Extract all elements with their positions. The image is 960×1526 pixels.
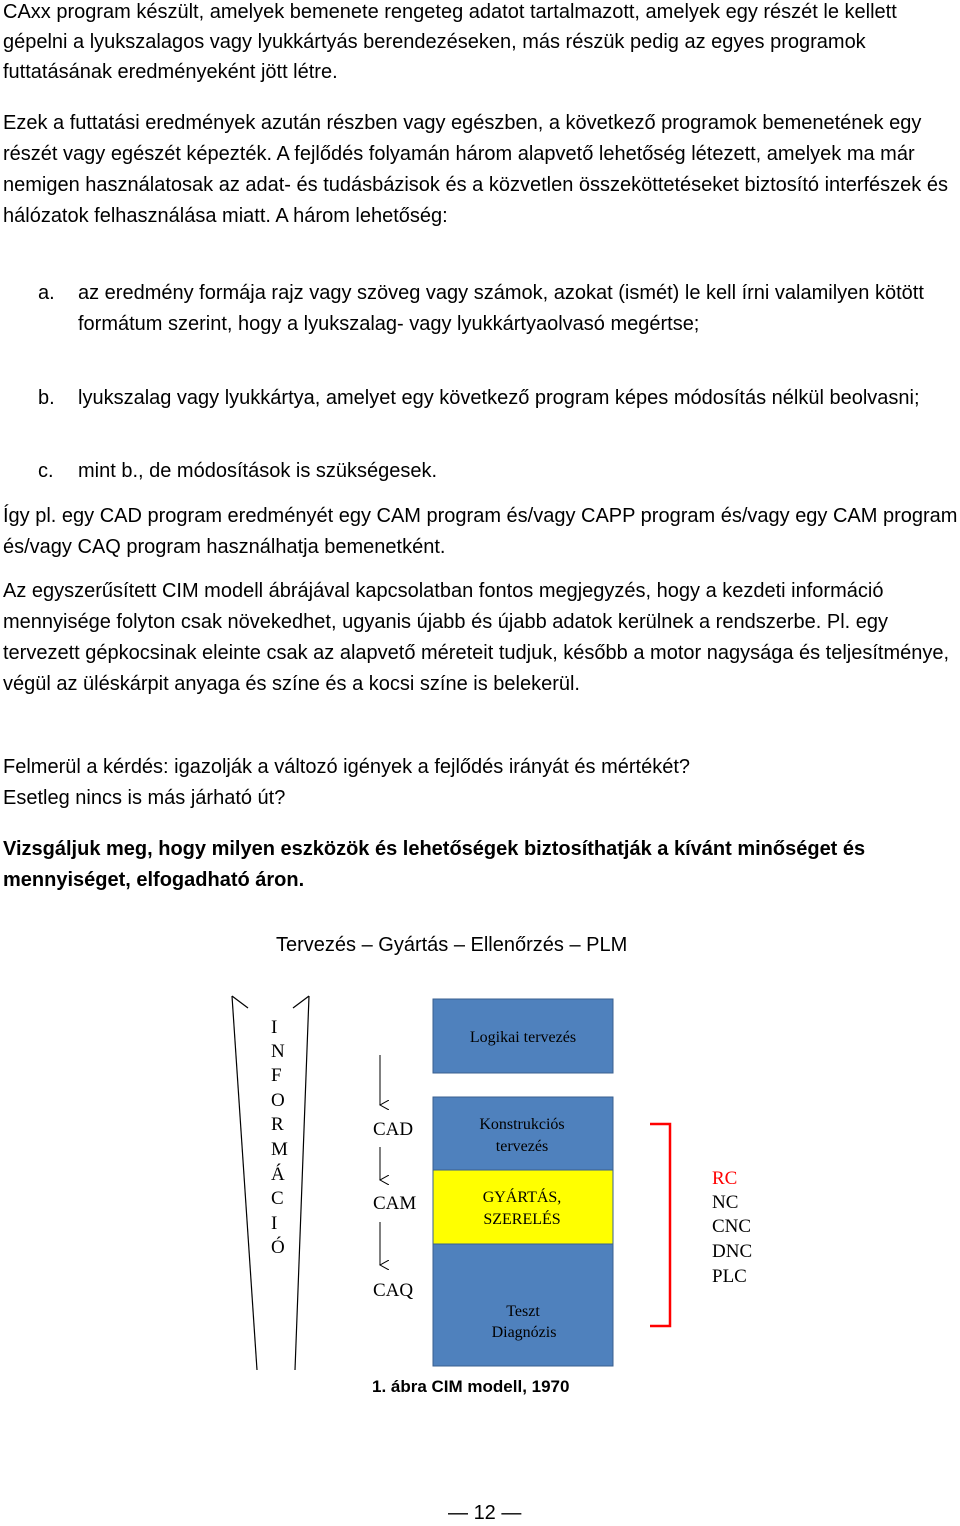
list-item-label: b.: [38, 387, 55, 409]
information-letters: [271, 1017, 288, 1258]
list-item: [38, 456, 938, 487]
dnc-label: DNC: [712, 1241, 753, 1262]
info-letter: I: [271, 1017, 278, 1038]
box-test-label-2: Diagnózis: [491, 1324, 557, 1341]
info-letter: R: [271, 1114, 284, 1135]
plc-label: PLC: [712, 1266, 747, 1287]
info-letter: F: [271, 1065, 282, 1086]
list-item-label: a.: [38, 282, 55, 304]
box-manufacturing-label-2: SZERELÉS: [483, 1211, 561, 1228]
info-letter: C: [271, 1188, 284, 1209]
page-number: [448, 1502, 521, 1525]
box-construction-label-1: Konstrukciós: [479, 1116, 565, 1133]
diagram-title: Tervezés – Gyártás – Ellenőrzés – PLM: [276, 934, 628, 956]
page-number-value: 12: [473, 1502, 496, 1524]
list-item-text: az eredmény formája rajz vagy szöveg vagy számok, azokat (ismét) le kell írni valamilyen kötött formátum szerint, hogy a lyukszalag- vagy lyukkártyaolvasó megértse;: [78, 282, 924, 335]
cad-label: CAD: [373, 1119, 414, 1140]
list-item-text: mint b., de módosítások is szükségesek.: [78, 460, 438, 482]
paragraph-intro: CAxx program készült, amelyek bemenete rengeteg adatot tartalmazott, amelyek egy részét le kellett gépelni a lyukszalagos vagy lyukkártyás berendezéseken, más részük pedig az egyes programok futtatásának eredményeként jött létre.: [3, 1, 897, 83]
nc-label: NC: [712, 1192, 739, 1213]
page-number-dash: —: [448, 1502, 468, 1524]
list-item-text: lyukszalag vagy lyukkártya, amelyet egy következő program képes módosítás nélkül beolvasni;: [78, 387, 920, 409]
rc-label: RC: [712, 1168, 738, 1189]
box-construction-design: [433, 1097, 613, 1170]
question-2: Esetleg nincs is más járható út?: [3, 787, 286, 809]
box-manufacturing-label-1: GYÁRTÁS,: [482, 1189, 562, 1206]
question-1: Felmerül a kérdés: igazolják a változó igények a fejlődés irányát és mértékét?: [3, 756, 691, 778]
caq-label: CAQ: [373, 1280, 414, 1301]
cam-label: CAM: [373, 1193, 417, 1214]
cim-diagram: [0, 980, 960, 1400]
figure-caption: 1. ábra CIM modell, 1970: [372, 1377, 570, 1396]
box-test-label-1: Teszt: [506, 1303, 540, 1320]
page-number-dash: —: [501, 1502, 522, 1524]
info-letter: Á: [271, 1164, 285, 1185]
box-construction-label-2: tervezés: [495, 1138, 549, 1155]
paragraph-results: Ezek a futtatási eredmények azután részben vagy egészben, a következő programok bemenetének egy részét vagy egészét képezték. A fejlődés folyamán három alapvető lehetőség létezett, amelyek ma már nemigen használatosak az adat- és tudásbázisok és a közvetlen összeköttetéseket biztosító interfészek és hálózatok felhasználása miatt. A három lehetőség:: [3, 112, 948, 227]
paragraph-cim-note: Az egyszerűsített CIM modell ábrájával kapcsolatban fontos megjegyzés, hogy a kezdeti információ mennyisége folyton csak növekedhet, ugyanis újabb és újabb adatok kerülnek a rendszerbe. Pl. egy tervezett gépkocsinak eleinte csak az alapvető méreteit tudjuk, később a motor nagysága és teljesítménye, végül az üléskárpit anyaga és színe és a kocsi színe is belekerül.: [3, 580, 950, 695]
info-letter: N: [271, 1041, 285, 1062]
list-item: [38, 383, 938, 414]
bold-paragraph: Vizsgáljuk meg, hogy milyen eszközök és lehetőségek biztosíthatják a kívánt minőséget és mennyiséget, elfogadható áron.: [3, 838, 866, 891]
paragraph-example: Így pl. egy CAD program eredményét egy CAM program és/vagy CAPP program és/vagy egy CAM program és/vagy CAQ program használhatja bemenetként.: [3, 505, 958, 558]
info-letter: M: [271, 1139, 288, 1160]
red-bracket: [650, 1124, 670, 1326]
info-letter: Ó: [271, 1237, 285, 1258]
info-letter: I: [271, 1213, 278, 1234]
cnc-label: CNC: [712, 1216, 752, 1237]
list-item-label: c.: [38, 460, 54, 482]
list-item: [38, 278, 938, 339]
box-manufacturing: [433, 1170, 613, 1244]
box-logical-design-label: Logikai tervezés: [469, 1029, 577, 1046]
info-letter: O: [271, 1090, 285, 1111]
